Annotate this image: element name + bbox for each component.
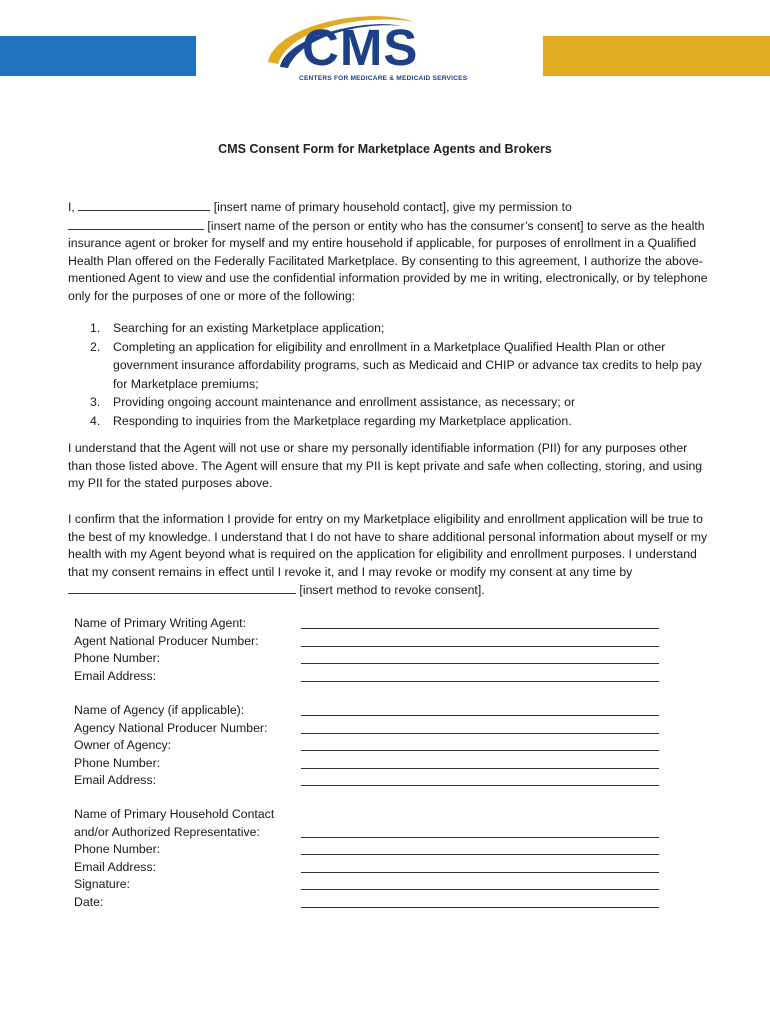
list-item	[68, 338, 708, 394]
page-title: CMS Consent Form for Marketplace Agents and Brokers	[218, 142, 552, 156]
intro-part2: [insert name of the person or entity who has the consumer’s consent] to serve as the health insurance agent or broker for myself and my entire household if applicable, for purposes of enrollment in a Qualified Health Plan offered on the Federally Facilitated Marketplace. By consenting to this agreement, I authorize the above-mentioned Agent to view and use the confidential information provided by me in writing, electronically, or by telephone only for the purposes of one or more of the following:	[68, 218, 708, 303]
list-text: Providing ongoing account maintenance and enrollment assistance, as necessary; or	[113, 395, 576, 409]
household-phone-row	[74, 841, 674, 859]
agency-email-line[interactable]	[301, 785, 659, 786]
household-name-line[interactable]	[301, 837, 659, 838]
agency-phone-row	[74, 755, 674, 773]
household-fields	[74, 806, 674, 911]
field-label: Phone Number:	[74, 842, 161, 856]
household-name-row-1	[74, 806, 674, 824]
list-text: Completing an application for eligibility and enrollment in a Marketplace Qualified Health Plan or other government insurance affordability programs, such as Medicaid and CHIP or advance tax credits to help pay for Marketplace premiums;	[113, 339, 702, 391]
agency-npn-line[interactable]	[301, 733, 659, 734]
agent-name-row	[74, 615, 674, 633]
list-item	[68, 393, 708, 412]
purposes-list	[68, 319, 708, 430]
agency-name-row	[74, 702, 674, 720]
field-label: Email Address:	[74, 773, 157, 787]
field-label: Date:	[74, 894, 104, 909]
field-label: Phone Number:	[74, 755, 161, 770]
household-name-row-2	[74, 824, 674, 842]
field-label: Agency National Producer Number:	[74, 720, 268, 735]
agent-phone-line[interactable]	[301, 663, 659, 664]
date-row	[74, 894, 674, 912]
confirm-text: I confirm that the information I provide for entry on my Marketplace eligibility and enrollment application will be true to the best of my knowledge. I understand that I do not have to share additional personal information about myself or my health with my Agent beyond what is required on the application for eligibility and enrollment purposes. I understand that my consent remains in effect until I revoke it, and I may revoke or modify my consent at any time by	[68, 512, 708, 579]
agency-phone-line[interactable]	[301, 768, 659, 769]
intro-prefix: I,	[68, 200, 75, 214]
agent-phone-row	[74, 650, 674, 668]
field-label: Name of Primary Writing Agent:	[74, 616, 246, 630]
signature-row	[74, 876, 674, 894]
list-number: 1.	[90, 321, 101, 335]
agency-fields	[74, 702, 674, 790]
agency-email-row	[74, 772, 674, 790]
agency-owner-row	[74, 737, 674, 755]
household-email-line[interactable]	[301, 872, 659, 873]
agent-email-row	[74, 668, 674, 686]
list-number: 2.	[90, 339, 101, 354]
field-label: Signature:	[74, 877, 131, 891]
agency-name-line[interactable]	[301, 715, 659, 716]
agent-fields	[74, 615, 674, 685]
agent-email-line[interactable]	[301, 681, 659, 682]
field-label: Name of Primary Household Contact	[74, 807, 275, 821]
field-label: Email Address:	[74, 859, 157, 874]
field-label: and/or Authorized Representative:	[74, 824, 260, 839]
field-label: Phone Number:	[74, 651, 161, 665]
agency-npn-row	[74, 720, 674, 738]
confirm-paragraph	[68, 511, 708, 600]
cms-logo	[262, 10, 468, 85]
list-item	[68, 319, 708, 338]
primary-contact-blank[interactable]	[78, 198, 210, 211]
signature-line[interactable]	[301, 889, 659, 890]
list-text: Responding to inquiries from the Marketplace regarding my Marketplace application.	[113, 413, 572, 428]
agent-name-line[interactable]	[301, 628, 659, 629]
confirm-suffix: [insert method to revoke consent].	[299, 583, 485, 597]
list-text: Searching for an existing Marketplace application;	[113, 321, 385, 335]
list-number: 3.	[90, 395, 101, 409]
agency-owner-line[interactable]	[301, 750, 659, 751]
header-band-left	[0, 36, 196, 76]
agent-name-blank[interactable]	[68, 217, 204, 230]
field-label: Name of Agency (if applicable):	[74, 703, 245, 717]
date-line[interactable]	[301, 907, 659, 908]
agent-npn-line[interactable]	[301, 646, 659, 647]
field-label: Email Address:	[74, 668, 157, 683]
pii-paragraph: I understand that the Agent will not use or share my personally identifiable information (PII) for any purposes other than those listed above. The Agent will ensure that my PII is kept private and safe when collecting, storing, and using my PII for the stated purposes above.	[68, 441, 703, 490]
logo-wordmark: CMS	[302, 19, 419, 76]
intro-paragraph	[68, 198, 708, 305]
intro-part1: [insert name of primary household contact], give my permission to	[213, 200, 572, 214]
agent-npn-row	[74, 633, 674, 651]
household-phone-line[interactable]	[301, 854, 659, 855]
field-label: Agent National Producer Number:	[74, 633, 259, 648]
revoke-method-blank[interactable]	[68, 581, 296, 594]
logo-subtitle: CENTERS FOR MEDICARE & MEDICAID SERVICES	[299, 75, 468, 82]
list-item	[68, 412, 708, 431]
header-band-right	[543, 36, 770, 76]
field-label: Owner of Agency:	[74, 738, 172, 752]
household-email-row	[74, 859, 674, 877]
list-number: 4.	[90, 413, 101, 428]
